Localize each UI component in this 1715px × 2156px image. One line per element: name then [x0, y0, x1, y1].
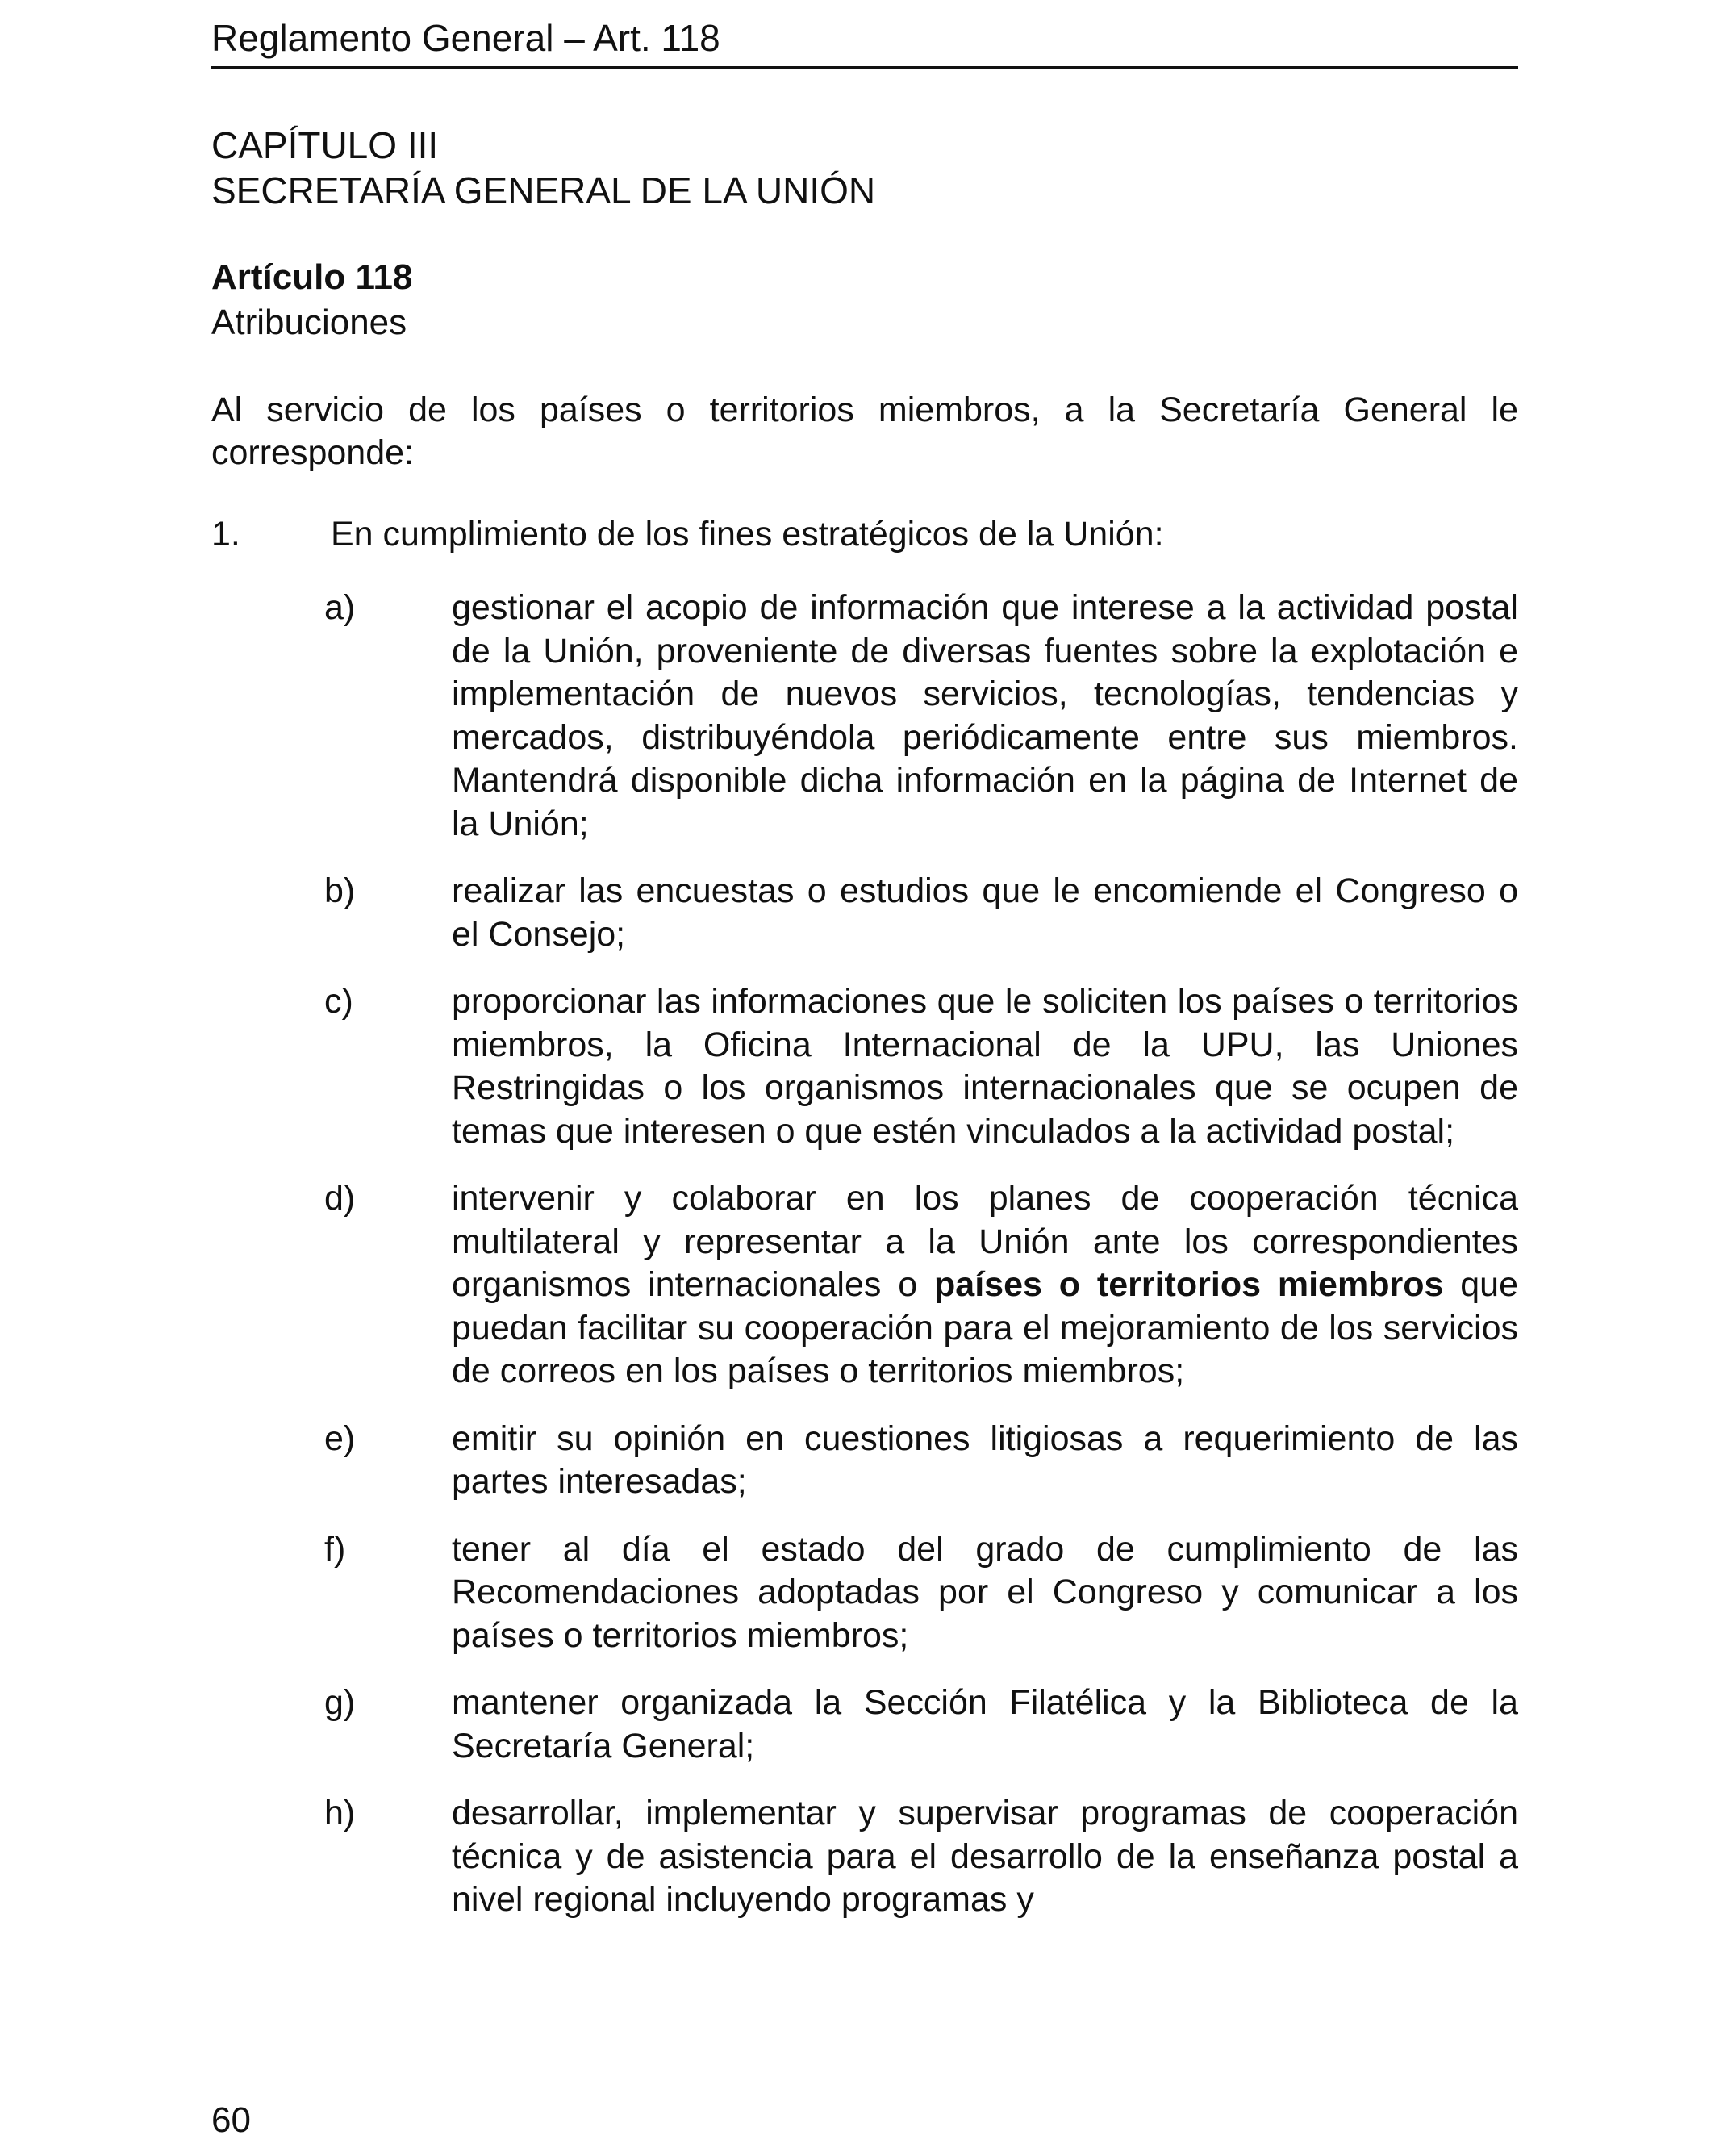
subitem-letter: e)	[324, 1419, 356, 1458]
article-number: Artículo 118	[211, 257, 413, 297]
subitem-text: emitir su opinión en cuestiones litigiosas a requerimiento de las partes interesadas;	[452, 1419, 1518, 1501]
item-number: 1.	[211, 515, 240, 554]
subitem-d	[211, 1177, 1518, 1393]
subitem-a	[211, 587, 1518, 846]
chapter-number: CAPÍTULO III	[211, 124, 439, 166]
chapter-heading	[211, 123, 875, 213]
subitem-letter: c)	[324, 982, 353, 1021]
subitem-letter: d)	[324, 1179, 356, 1218]
item-text: En cumplimiento de los fines estratégicos de la Unión:	[331, 515, 1164, 554]
article-heading	[211, 255, 412, 345]
chapter-title: SECRETARÍA GENERAL DE LA UNIÓN	[211, 169, 876, 211]
subitem-letter: f)	[324, 1529, 346, 1569]
subitem-h	[211, 1792, 1518, 1922]
subitem-letter: b)	[324, 871, 356, 910]
page-number: 60	[211, 2100, 251, 2140]
subitem-text: mantener organizada la Sección Filatélica y la Biblioteca de la Secretaría General;	[452, 1683, 1518, 1765]
subitem-text-emphasis: países o territorios miembros	[934, 1265, 1444, 1304]
subitem-text: realizar las encuestas o estudios que le encomiende el Congreso o el Consejo;	[452, 871, 1518, 954]
subitem-text: gestionar el acopio de información que interese a la actividad postal de la Unión, proveniente de diversas fuentes sobre la explotación e implementación de nuevos servicios, tecnologías, tendencias y mercados, distribuyéndola periódicamente entre sus miembros. Mantendrá disponible dicha información en la página de Internet de la Unión;	[452, 588, 1518, 843]
subitem-letter: h)	[324, 1794, 356, 1832]
subitem-text: desarrollar, implementar y supervisar programas de cooperación técnica y de asistencia para el desarrollo de la enseñanza postal a nivel regional incluyendo programas y	[452, 1794, 1518, 1919]
subitem-g	[211, 1682, 1518, 1768]
subitem-letter: g)	[324, 1683, 356, 1722]
subitem-text: tener al día el estado del grado de cumplimiento de las Recomendaciones adoptadas por el Congreso y comunicar a los países o territorios miembros;	[452, 1529, 1518, 1655]
subitem-text: proporcionar las informaciones que le soliciten los países o territorios miembros, la Oficina Internacional de la UPU, las Uniones Restringidas o los organismos internacionales que se ocupen de temas que interesen o que estén vinculados a la actividad postal;	[452, 982, 1518, 1151]
subitem-list	[211, 587, 1518, 1946]
subitem-c	[211, 980, 1518, 1153]
article-title: Atribuciones	[211, 303, 407, 342]
subitem-e	[211, 1418, 1518, 1504]
subitem-text-part: que puedan facilitar su cooperación para el mejoramiento de los servicios de correos en los países o territorios miembros;	[452, 1265, 1518, 1390]
running-header: Reglamento General – Art. 118	[211, 10, 1518, 69]
subitem-letter: a)	[324, 588, 356, 627]
subitem-f	[211, 1528, 1518, 1658]
subitem-b	[211, 870, 1518, 956]
subitem-text	[452, 1177, 1518, 1393]
subitem-text-part: intervenir y colaborar en los planes de cooperación técnica multilateral y representar a la Unión ante los correspondientes organismos internacionales o	[452, 1179, 1518, 1304]
intro-paragraph: Al servicio de los países o territorios miembros, a la Secretaría General le corresponde:	[211, 391, 1518, 472]
